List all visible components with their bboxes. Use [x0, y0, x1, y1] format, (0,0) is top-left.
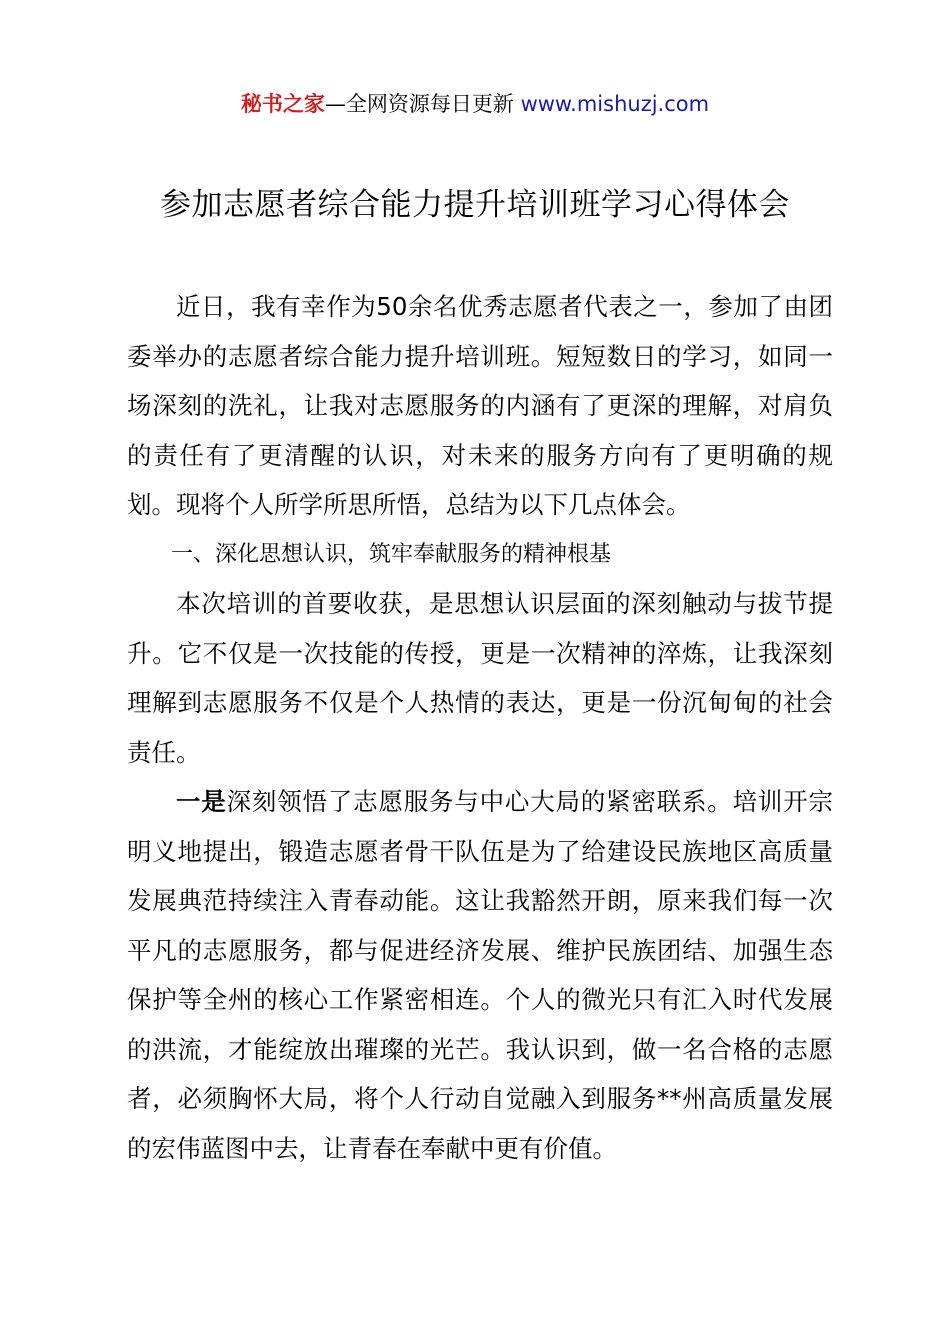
- document-body: [127, 282, 833, 1173]
- document-title: 参加志愿者综合能力提升培训班学习心得体会: [160, 187, 790, 223]
- section-paragraph: 本次培训的首要收获，是思想认识层面的深刻触动与拔节提升。它不仅是一次技能的传授，更是一次精神的淬炼，让我深刻理解到志愿服务不仅是个人热情的表达，更是一份沉甸甸的社会责任。: [127, 589, 833, 767]
- point-one-paragraph: [127, 777, 833, 1173]
- intro-paragraph: 近日，我有幸作为50余名优秀志愿者代表之一，参加了由团委举办的志愿者综合能力提升培训班。短短数日的学习，如同一场深刻的洗礼，让我对志愿服务的内涵有了更深的理解，对肩负的责任有了更清醒的认识，对未来的服务方向有了更明确的规划。现将个人所学所思所悟，总结为以下几点体会。: [127, 292, 833, 519]
- point-one-lead: 一是: [176, 787, 227, 816]
- site-header: [0, 88, 950, 120]
- header-tagline: —全网资源每日更新: [324, 92, 521, 116]
- brand-name: 秘书之家: [240, 92, 325, 116]
- section-heading: 一、深化思想认识，筑牢奉献服务的精神根基: [171, 541, 612, 567]
- point-one-text: 深刻领悟了志愿服务与中心大局的紧密联系。培训开宗明义地提出，锻造志愿者骨干队伍是为了给建设民族地区高质量发展典范持续注入青春动能。这让我豁然开朗，原来我们每一次平凡的志愿服务，都与促进经济发展、维护民族团结、加强生态保护等全州的核心工作紧密相连。个人的微光只有汇入时代发展的洪流，才能绽放出璀璨的光芒。我认识到，做一名合格的志愿者，必须胸怀大局，将个人行动自觉融入到服务**州高质量发展的宏伟蓝图中去，让青春在奉献中更有价值。: [127, 787, 834, 1163]
- site-url-link[interactable]: www.mishuzj.com: [520, 92, 710, 116]
